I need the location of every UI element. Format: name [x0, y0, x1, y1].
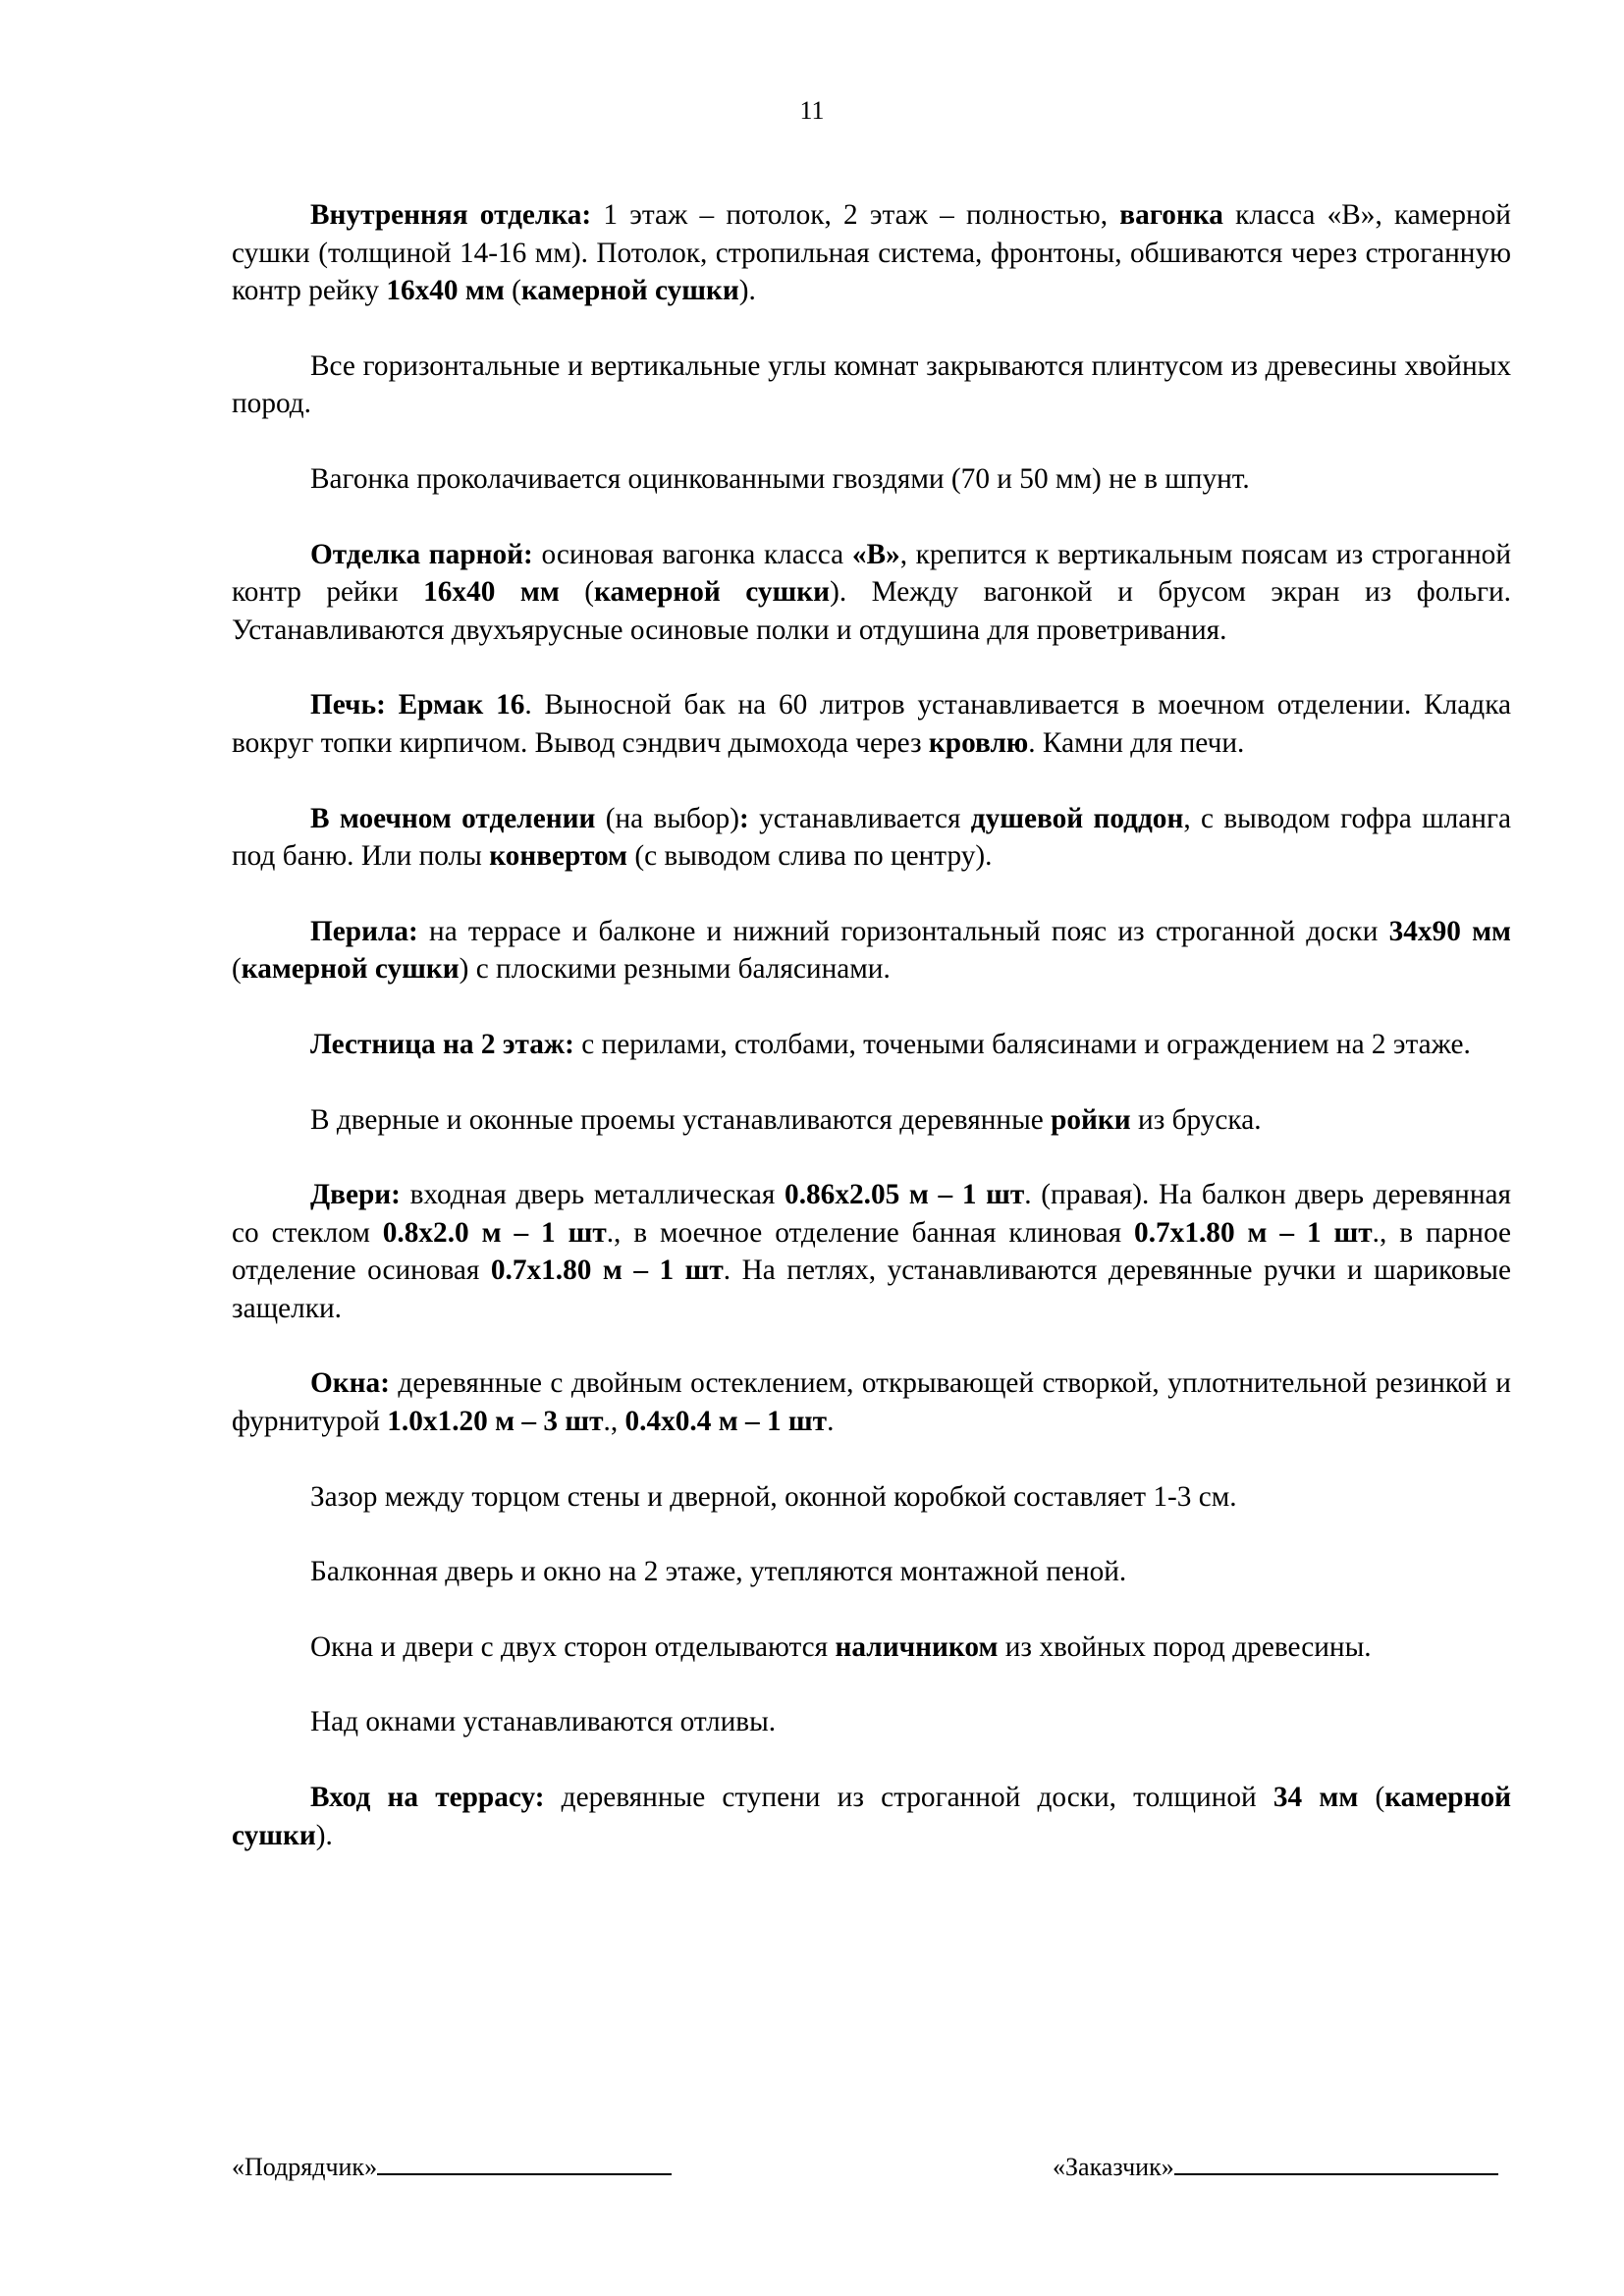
bold-text: «В»: [851, 538, 900, 570]
text-run: ). Между вагонкой и брусом экран из фольги. Устанавливаются двухъярусные осиновые полки и отдушина для проветривания.: [232, 576, 1511, 646]
bold-text: ройки: [1051, 1103, 1131, 1136]
bold-text: камерной сушки: [232, 1782, 1511, 1851]
bold-text: Двери:: [310, 1179, 401, 1211]
bold-text: 0.7х1.80 м – 1 шт: [1134, 1216, 1373, 1249]
bold-text: Окна:: [310, 1367, 390, 1400]
paragraph: [232, 1478, 1511, 1517]
bold-text: 0.8х2.0 м – 1 шт: [382, 1216, 607, 1249]
customer-signature-line[interactable]: [1174, 2152, 1498, 2175]
bold-text: камерной сушки: [241, 953, 460, 986]
paragraph: [232, 686, 1511, 762]
text-run: деревянные с двойным остеклением, открывающей створкой, уплотнительной резинкой и фурнитурой: [232, 1367, 1511, 1438]
paragraph: [232, 1176, 1511, 1327]
bold-text: Печь: Ермак 16: [310, 689, 525, 721]
text-run: Балконная дверь и окно на 2 этаже, утепляются монтажной пеной.: [310, 1556, 1127, 1588]
bold-text: 16х40 мм: [423, 576, 560, 609]
text-run: (на выбор): [595, 802, 739, 834]
text-run: (: [504, 275, 521, 307]
bold-text: кровлю: [928, 726, 1029, 759]
bold-text: Вход на террасу:: [310, 1782, 545, 1814]
bold-text: камерной сушки: [520, 275, 739, 307]
text-run: Окна и двери с двух сторон отделываются: [310, 1630, 836, 1663]
paragraph: [232, 1101, 1511, 1140]
text-run: (: [1358, 1782, 1385, 1814]
text-run: В дверные и оконные проемы устанавливаются деревянные: [310, 1103, 1052, 1136]
text-run: деревянные ступени из строганной доски, толщиной: [544, 1782, 1273, 1814]
text-run: (с выводом слива по центру).: [627, 840, 993, 873]
contractor-signature: [232, 2152, 672, 2183]
paragraph: [232, 1026, 1511, 1064]
text-run: 1 этаж – потолок, 2 этаж – полностью,: [591, 199, 1120, 231]
text-run: . Выносной бак на 60 литров устанавливается в моечном отделении. Кладка вокруг топки кирпичом. Вывод сэндвич дымохода через: [232, 689, 1511, 759]
bold-text: 0.86х2.05 м – 1 шт: [785, 1179, 1025, 1211]
text-run: . Камни для печи.: [1028, 726, 1245, 759]
bold-text: Внутренняя отделка:: [310, 199, 592, 231]
bold-text: наличником: [835, 1630, 999, 1663]
text-run: ., в моечное отделение банная клиновая: [606, 1216, 1135, 1249]
paragraph: [232, 536, 1511, 650]
customer-label: «Заказчик»: [1053, 2153, 1174, 2181]
text-run: ).: [315, 1819, 333, 1851]
contractor-signature-line[interactable]: [377, 2152, 672, 2175]
text-run: класса «В», камерной сушки (толщиной 14-16 мм). Потолок, стропильная система, фронтоны, обшиваются через строганную контр рейку: [232, 199, 1511, 307]
paragraph: [232, 1553, 1511, 1591]
bold-text: Лестница на 2 этаж:: [310, 1028, 574, 1060]
contractor-label: «Подрядчик»: [232, 2153, 378, 2181]
paragraph: [232, 1703, 1511, 1741]
paragraph: [232, 460, 1511, 499]
paragraph: [232, 196, 1511, 310]
text-run: , с выводом гофра шланга под баню. Или полы: [232, 802, 1511, 873]
customer-signature: [1053, 2152, 1498, 2183]
text-run: (: [232, 953, 242, 986]
text-run: осиновая вагонка класса: [532, 538, 852, 570]
text-run: устанавливается: [748, 802, 971, 834]
bold-text: 34х90 мм: [1388, 915, 1511, 947]
text-run: из хвойных пород древесины.: [998, 1630, 1372, 1663]
paragraph: [232, 800, 1511, 876]
text-run: , крепится к вертикальным поясам из строганной контр рейки: [232, 538, 1511, 609]
bold-text: 1.0х1.20 м – 3 шт: [387, 1406, 604, 1438]
page-number: 11: [799, 96, 825, 125]
text-run: ., в парное отделение осиновая: [232, 1216, 1511, 1287]
text-run: .,: [603, 1406, 625, 1438]
text-run: на террасе и балконе и нижний горизонтальный пояс из строганной доски: [417, 915, 1389, 947]
paragraph: [232, 347, 1511, 423]
paragraph: [232, 1629, 1511, 1667]
bold-text: 16х40 мм: [386, 275, 505, 307]
text-run: из бруска.: [1130, 1103, 1262, 1136]
bold-text: Перила:: [310, 915, 418, 947]
paragraph: [232, 913, 1511, 988]
paragraph: [232, 1779, 1511, 1854]
text-run: Все горизонтальные и вертикальные углы комнат закрываются плинтусом из древесины хвойных пород.: [232, 349, 1511, 420]
text-run: Зазор между торцом стены и дверной, оконной коробкой составляет 1-3 см.: [310, 1480, 1237, 1513]
bold-text: :: [738, 802, 749, 834]
bold-text: 0.7х1.80 м – 1 шт: [490, 1255, 724, 1287]
bold-text: Отделка парной:: [310, 538, 533, 570]
text-run: (: [559, 576, 595, 609]
text-run: Вагонка проколачивается оцинкованными гвоздями (70 и 50 мм) не в шпунт.: [310, 462, 1250, 495]
text-run: ).: [738, 275, 756, 307]
bold-text: В моечном отделении: [310, 802, 596, 834]
text-run: ) с плоскими резными балясинами.: [459, 953, 891, 986]
bold-text: 0.4х0.4 м – 1 шт: [624, 1406, 828, 1438]
bold-text: камерной сушки: [594, 576, 831, 609]
text-run: с перилами, столбами, точеными балясинами и ограждением на 2 этаже.: [573, 1028, 1471, 1060]
document-body: [232, 196, 1511, 1892]
text-run: .: [827, 1406, 835, 1438]
bold-text: 34 мм: [1272, 1782, 1359, 1814]
bold-text: вагонка: [1119, 199, 1223, 231]
bold-text: конвертом: [489, 840, 627, 873]
text-run: входная дверь металлическая: [400, 1179, 785, 1211]
bold-text: душевой поддон: [970, 802, 1184, 834]
text-run: . (правая). На балкон дверь деревянная со стеклом: [232, 1179, 1511, 1249]
text-run: Над окнами устанавливаются отливы.: [310, 1706, 777, 1738]
text-run: . На петлях, устанавливаются деревянные ручки и шариковые защелки.: [232, 1255, 1511, 1324]
paragraph: [232, 1364, 1511, 1440]
